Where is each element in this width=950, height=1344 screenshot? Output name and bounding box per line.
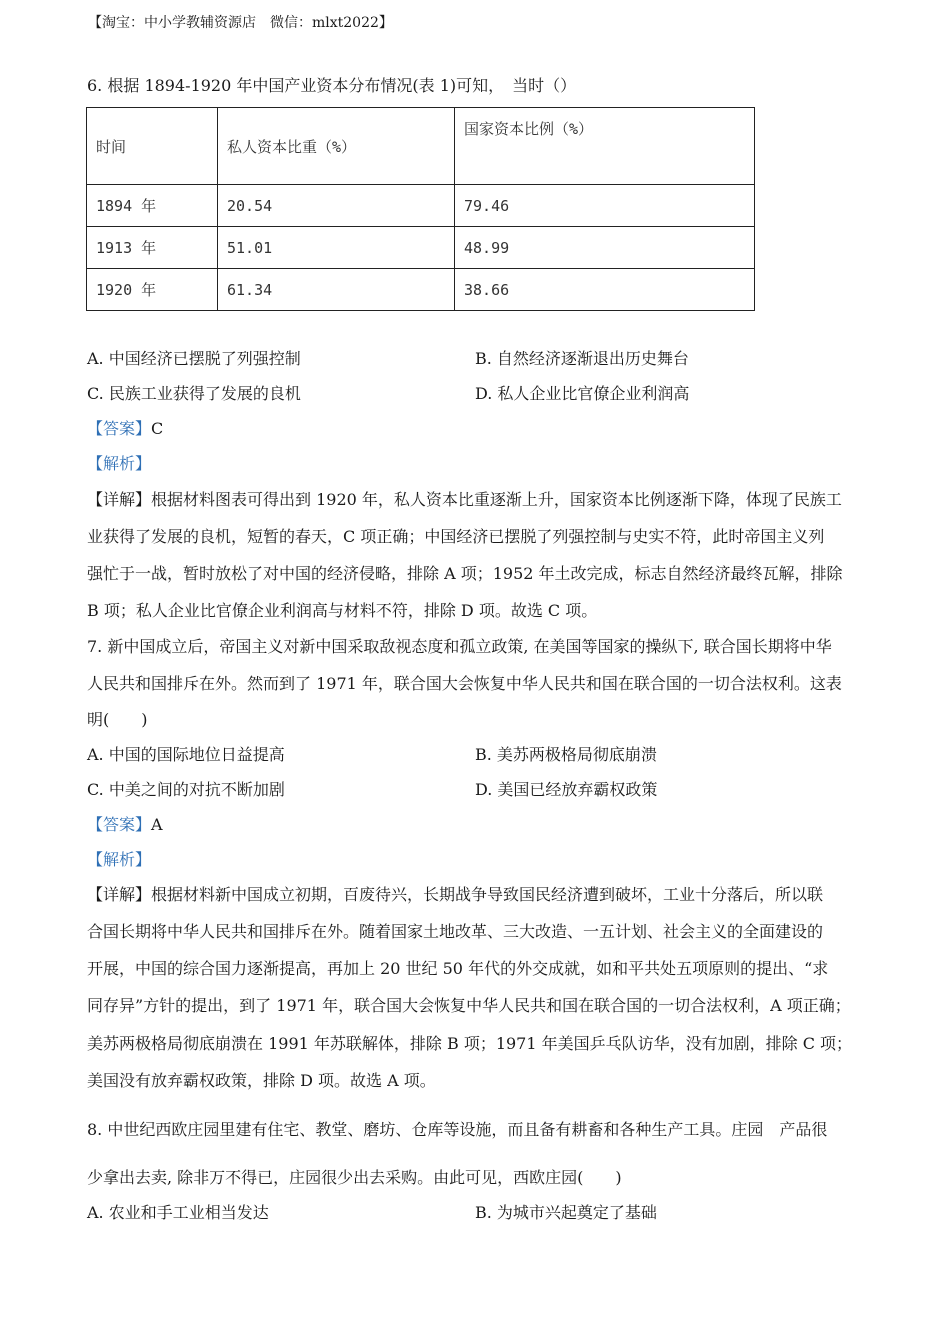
q6-detail-line: 强忙于一战，暂时放松了对中国的经济侵略，排除 A 项；1952 年土改完成，标志自然经济最终瓦解，排除 (87, 564, 843, 583)
q8-option-b: B. 为城市兴起奠定了基础 (475, 1203, 657, 1222)
q6-detail-line: 【详解】根据材料图表可得出到 1920 年，私人资本比重逐渐上升，国家资本比例逐渐下降，体现了民族工 (87, 490, 842, 509)
table-cell: 61.34 (218, 269, 455, 311)
table-cell: 1920 年 (87, 269, 218, 311)
q6-stem: 6. 根据 1894-1920 年中国产业资本分布情况(表 1)可知， 当时（） (87, 76, 577, 95)
table-cell: 1913 年 (87, 227, 218, 269)
q7-stem-line: 人民共和国排斥在外。然而到了 1971 年，联合国大会恢复中华人民共和国在联合国的一切合法权利。这表 (87, 674, 842, 693)
answer-value: A (151, 815, 163, 834)
q6-analysis-label: 【解析】 (87, 454, 152, 473)
q7-detail-line: 【详解】根据材料新中国成立初期，百废待兴，长期战争导致国民经济遭到破坏，工业十分落后，所以联 (87, 885, 824, 904)
q6-option-c: C. 民族工业获得了发展的良机 (87, 384, 301, 403)
q6-option-a: A. 中国经济已摆脱了列强控制 (87, 349, 301, 368)
q7-detail-line: 美苏两极格局彻底崩溃在 1991 年苏联解体，排除 B 项；1971 年美国乒乓队访华，没有加剧，排除 C 项； (87, 1034, 853, 1053)
q8-stem-line: 少拿出去卖, 除非万不得已，庄园很少出去采购。由此可见，西欧庄园( ) (87, 1168, 622, 1187)
q7-detail-line: 同存异”方针的提出，到了 1971 年，联合国大会恢复中华人民共和国在联合国的一切合法权利，A 项正确； (87, 996, 851, 1015)
capital-distribution-table (86, 107, 755, 311)
q6-detail-line: B 项；私人企业比官僚企业利润高与材料不符，排除 D 项。故选 C 项。 (87, 601, 598, 620)
table-row (87, 227, 755, 269)
q7-analysis-label: 【解析】 (87, 850, 152, 869)
q7-detail-line: 合国长期将中华人民共和国排斥在外。随着国家土地改革、三大改造、一五计划、社会主义的全面建设的 (87, 922, 824, 941)
q7-option-c: C. 中美之间的对抗不断加剧 (87, 780, 285, 799)
q7-detail-line: 美国没有放弃霸权政策，排除 D 项。故选 A 项。 (87, 1071, 436, 1090)
page-header: 【淘宝：中小学教辅资源店 微信：mlxt2022】 (88, 15, 393, 31)
table-header-cell: 私人资本比重（%） (218, 108, 455, 185)
table-cell: 38.66 (455, 269, 755, 311)
table-header-cell: 时间 (87, 108, 218, 185)
answer-value: C (151, 419, 164, 438)
q7-answer (87, 815, 163, 835)
answer-label: 【答案】 (87, 419, 152, 438)
q7-option-d: D. 美国已经放弃霸权政策 (475, 780, 658, 799)
table-cell: 48.99 (455, 227, 755, 269)
q8-option-a: A. 农业和手工业相当发达 (87, 1203, 269, 1222)
q7-stem-line: 明( ) (87, 710, 148, 729)
q7-stem-line: 7. 新中国成立后，帝国主义对新中国采取敌视态度和孤立政策, 在美国等国家的操纵下, 联合国长期将中华 (87, 637, 832, 656)
answer-label: 【答案】 (87, 815, 152, 834)
table-row (87, 269, 755, 311)
q7-detail-line: 开展，中国的综合国力逐渐提高，再加上 20 世纪 50 年代的外交成就，如和平共处五项原则的提出、“求 (87, 959, 829, 978)
table-header-row (87, 108, 755, 185)
q6-option-b: B. 自然经济逐渐退出历史舞台 (475, 349, 689, 368)
table-cell: 51.01 (218, 227, 455, 269)
q6-detail-line: 业获得了发展的良机，短暂的春天，C 项正确；中国经济已摆脱了列强控制与史实不符，此时帝国主义列 (87, 527, 825, 546)
q6-answer (87, 419, 163, 439)
table-cell: 20.54 (218, 185, 455, 227)
q8-stem-line: 8. 中世纪西欧庄园里建有住宅、教堂、磨坊、仓库等设施，而且备有耕畜和各种生产工具。庄园 产品很 (87, 1120, 828, 1139)
table-row (87, 185, 755, 227)
q7-option-b: B. 美苏两极格局彻底崩溃 (475, 745, 657, 764)
table-header-cell: 国家资本比例（%） (455, 108, 755, 185)
q6-option-d: D. 私人企业比官僚企业利润高 (475, 384, 690, 403)
table-cell: 1894 年 (87, 185, 218, 227)
q7-option-a: A. 中国的国际地位日益提高 (87, 745, 285, 764)
table-cell: 79.46 (455, 185, 755, 227)
